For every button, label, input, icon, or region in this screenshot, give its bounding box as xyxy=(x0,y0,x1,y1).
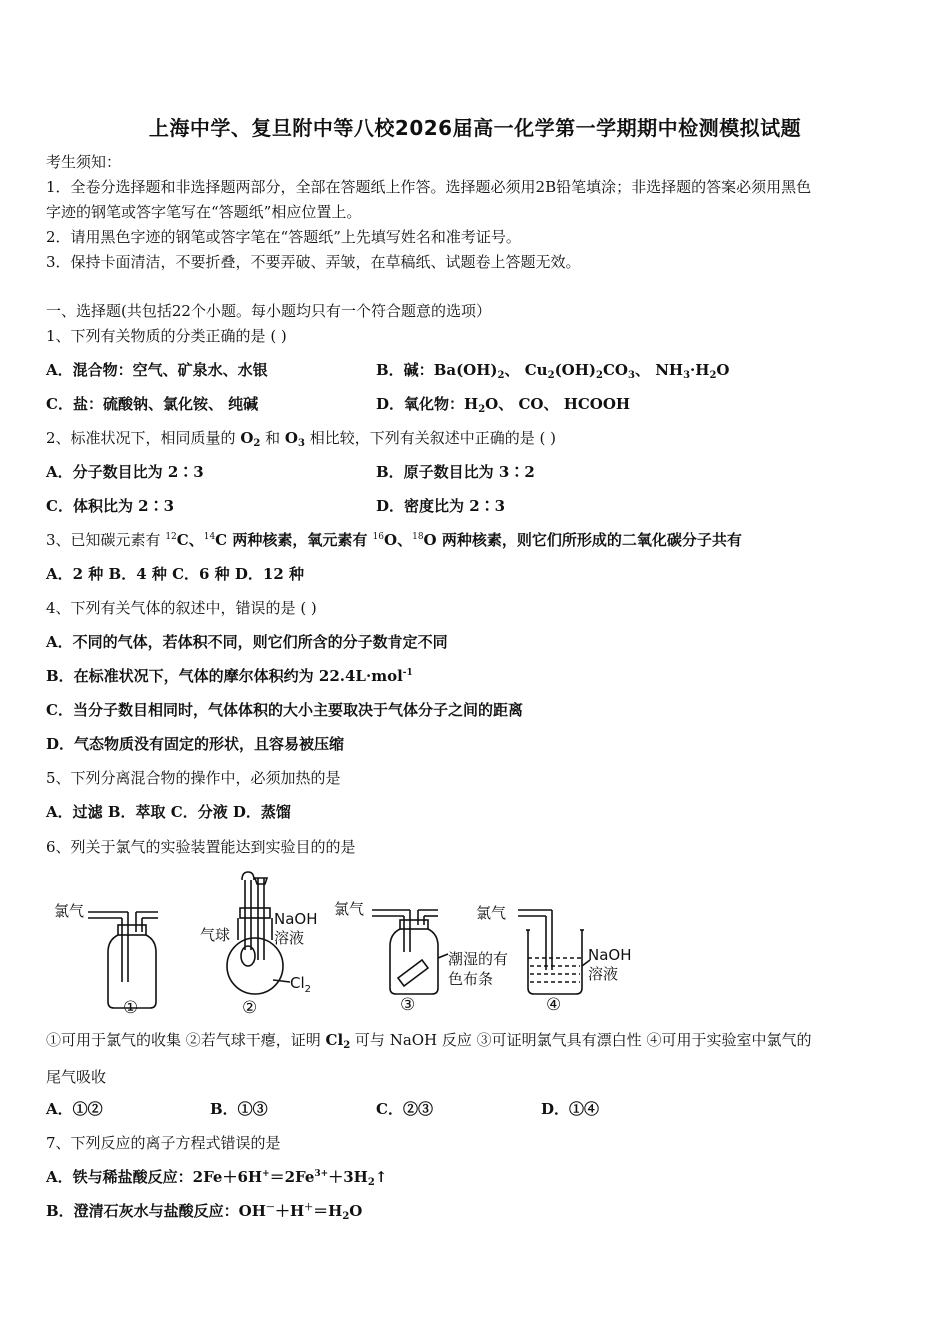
page-title: 上海中学、复旦附中等八校2026届高一化学第一学期期中检测模拟试题 xyxy=(148,116,802,140)
figure-2-solution-label: 溶液 xyxy=(274,929,305,947)
question-5-options: A．过滤 B．萃取 C．分液 D．蒸馏 xyxy=(46,803,291,821)
notice-item-1-cont: 字迹的钢笔或答字笔写在“答题纸”相应位置上。 xyxy=(46,203,362,221)
apparatus-figure xyxy=(50,870,650,1020)
apparatus-1 xyxy=(88,912,158,1008)
figure-3-wet-cloth-line2: 色布条 xyxy=(448,970,494,988)
notice-item-3: 3．保持卡面清洁，不要折叠，不要弄破、弄皱，在草稿纸、试题卷上答题无效。 xyxy=(46,253,581,271)
question-7-option-a: A．铁与稀盐酸反应：$2Fe+6H^+=2Fe^{3+}+3H_2↑$ xyxy=(46,1168,388,1188)
figure-2-balloon-label: 气球 xyxy=(200,926,231,944)
question-7-option-b: B．澄清石灰水与盐酸反应：$OH^-+H^+=H_2O$ xyxy=(46,1202,363,1222)
question-1-stem: 1、下列有关物质的分类正确的是 ( ) xyxy=(46,327,287,345)
figure-number-4: ④ xyxy=(546,995,562,1015)
figure-4-solution-label: 溶液 xyxy=(588,965,619,983)
question-2-option-b: B．原子数目比为 3∶2 xyxy=(376,463,535,481)
notice-heading: 考生须知： xyxy=(46,153,122,171)
figure-4-chlorine-label: 氯气 xyxy=(476,904,507,922)
figure-4-naoh-label: NaOH xyxy=(588,946,632,964)
question-2-option-d: D．密度比为 2∶3 xyxy=(376,497,506,515)
figure-1-chlorine-label: 氯气 xyxy=(54,902,85,920)
figure-number-1: ① xyxy=(123,998,139,1018)
notice-item-2: 2．请用黑色字迹的钢笔或答字笔在“答题纸”上先填写姓名和准考证号。 xyxy=(46,228,521,246)
figure-2-naoh-label: NaOH xyxy=(274,910,318,928)
question-6-stem: 6、列关于氯气的实验装置能达到实验目的的是 xyxy=(46,838,356,856)
question-5-stem: 5、下列分离混合物的操作中，必须加热的是 xyxy=(46,769,341,787)
apparatus-4 xyxy=(518,910,590,994)
question-6-description: ①可用于氯气的收集 ②若气球干瘪，证明 $Cl_2$ 可与 NaOH 反应 ③可证明氯气具有漂白性 ④可用于实验室中氯气的 xyxy=(46,1031,812,1051)
apparatus-drawing xyxy=(50,870,650,1020)
question-4-stem: 4、下列有关气体的叙述中，错误的是 ( ) xyxy=(46,599,317,617)
question-4-option-b: B．在标准状况下，气体的摩尔体积约为 22.4L·mol$^{-1}$ xyxy=(46,667,413,685)
figure-number-2: ② xyxy=(242,998,258,1018)
figure-number-3: ③ xyxy=(400,995,416,1015)
question-4-option-c: C．当分子数目相同时，气体体积的大小主要取决于气体分子之间的距离 xyxy=(46,701,523,719)
question-2-stem: 2、标准状况下，相同质量的 $O_2$ 和 $O_3$ 相比较，下列有关叙述中正确的是 ( ) xyxy=(46,429,556,449)
notice-item-1: 1．全卷分选择题和非选择题两部分，全部在答题纸上作答。选择题必须用2B铅笔填涂；非选择题的答案必须用黑色 xyxy=(46,178,812,196)
question-1-option-a: A．混合物：空气、矿泉水、水银 xyxy=(46,361,268,379)
question-1-option-c: C．盐：硫酸钠、氯化铵、 纯碱 xyxy=(46,395,259,413)
figure-3-wet-cloth-line1: 潮湿的有 xyxy=(448,950,509,968)
question-2-option-c: C．体积比为 2∶3 xyxy=(46,497,175,515)
question-3-options: A．2 种 B．4 种 C．6 种 D．12 种 xyxy=(46,565,305,583)
question-1-option-b: B．碱：$Ba(OH)_2$、 $Cu_2(OH)_2CO_3$、 $NH_3\cdot H_2O$ xyxy=(376,361,730,381)
question-6-option-b: B．①③ xyxy=(210,1100,268,1118)
question-6-description-cont: 尾气吸收 xyxy=(46,1068,107,1086)
section-heading: 一、选择题(共包括22个小题。每小题均只有一个符合题意的选项） xyxy=(46,302,491,320)
question-1-option-d: D．氧化物：$H_2O$、 CO、 HCOOH xyxy=(376,395,631,415)
question-3-stem: 3、已知碳元素有 $^{12}$C、$^{14}$C 两种核素，氧元素有 $^{16}$O、$^{18}$O 两种核素，则它们所形成的二氧化碳分子共有 xyxy=(46,531,742,549)
question-2-option-a: A．分子数目比为 2∶3 xyxy=(46,463,204,481)
figure-2-cl2-label: $Cl_2$ xyxy=(290,974,312,995)
question-6-option-c: C．②③ xyxy=(376,1100,433,1118)
figure-3-chlorine-label: 氯气 xyxy=(334,900,365,918)
question-7-stem: 7、下列反应的离子方程式错误的是 xyxy=(46,1134,281,1152)
question-6-option-a: A．①② xyxy=(46,1100,103,1118)
question-4-option-a: A．不同的气体，若体积不同，则它们所含的分子数肯定不同 xyxy=(46,633,448,651)
question-4-option-d: D．气态物质没有固定的形状，且容易被压缩 xyxy=(46,735,345,753)
apparatus-3 xyxy=(372,910,448,994)
question-6-option-d: D．①④ xyxy=(541,1100,600,1118)
